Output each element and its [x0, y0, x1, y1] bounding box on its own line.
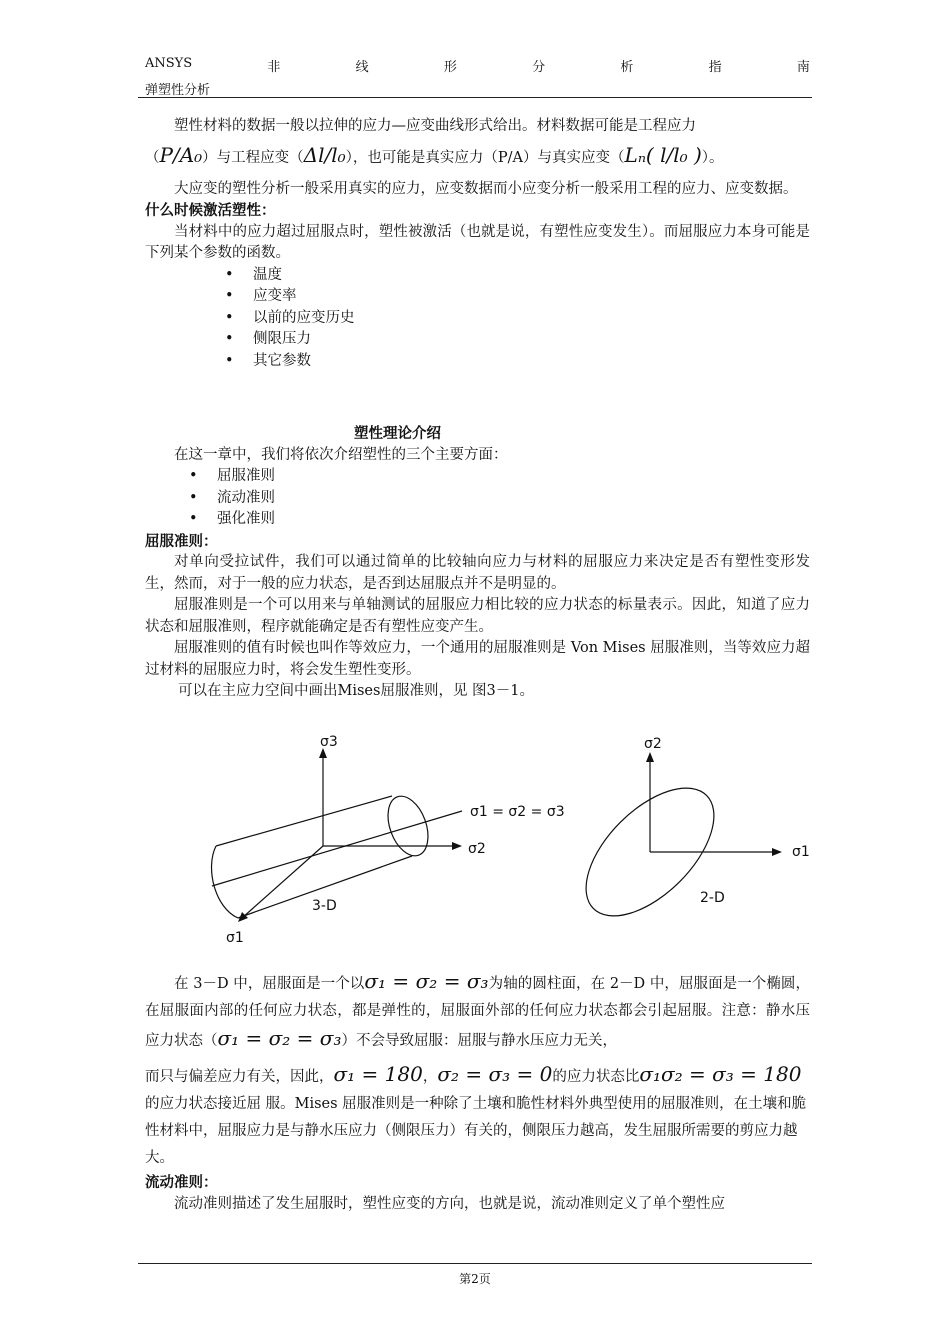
true-strain-formula: Lₙ( l/l₀ ) [624, 142, 702, 167]
yield-paragraph-3: 屈服准则的值有时候也叫作等效应力，一个通用的屈服准则是 Von Mises 屈服准则，当等效应力超过材料的屈服应力时，将会发生塑性变形。 [145, 640, 810, 678]
text-fragment: ）与工程应变（ [202, 149, 304, 166]
header-char: 形 [443, 60, 457, 75]
sigma2-label-left: σ2 [468, 841, 486, 857]
intro-paragraph-2: 大应变的塑性分析一般采用真实的应力，应变数据而小应变分析一般采用工程的应力、应变数据。 [174, 180, 798, 197]
page-number: 第2页 [459, 1272, 491, 1286]
theory-heading: 塑性理论介绍 [354, 425, 441, 442]
cylinder-front-end [380, 791, 435, 862]
text-fragment: ， [422, 1069, 438, 1085]
yield-heading: 屈服准则： [145, 532, 218, 550]
activation-heading: 什么时候激活塑性： [145, 202, 276, 219]
text-fragment: ），也可能是真实应力（P/A）与真实应变（ [345, 149, 625, 166]
engineering-strain-formula: Δl/l₀ [303, 142, 346, 167]
discussion-paragraph-2 [145, 1061, 810, 1172]
sigma1-axis-right-arrow-icon [772, 848, 782, 856]
list-item: • 应变率 [145, 286, 810, 308]
yield-paragraph-1: 对单向受拉试件，我们可以通过简单的比较轴向应力与材料的屈服应力来决定是否有塑性变形发生，然而，对于一般的应力状态，是否到达屈服点并不是明显的。 [145, 554, 810, 592]
hydrostatic-axis-label: σ1 = σ2 = σ3 [470, 804, 565, 820]
yield-paragraph-2: 屈服准则是一个可以用来与单轴测试的屈服应力相比较的应力状态的标量表示。因此，知道了应力状态和屈服准则，程序就能确定是否有塑性应变产生。 [145, 597, 810, 635]
list-item: • 屈服准则 [145, 466, 810, 488]
text-fragment: 而只与偏差应力有关，因此， [145, 1069, 334, 1085]
label-2d: 2-D [700, 890, 725, 906]
list-item: • 以前的应变历史 [145, 308, 810, 330]
intro-paragraph-1: 塑性材料的数据一般以拉伸的应力—应变曲线形式给出。材料数据可能是工程应力 [174, 118, 696, 134]
sigma2-label-right: σ2 [644, 736, 662, 752]
activation-list [145, 265, 810, 373]
text-fragment: 的应力状态接近屈 服。Mises 屈服准则是一种除了土壤和脆性材料外典型使用的屈服准则，在土壤和脆性材料中，屈服应力是与静水压应力（侧限压力）有关的，侧限压力越高，发生屈服所需要的剪应力越大。 [145, 1096, 807, 1166]
text-fragment: ）。 [701, 149, 724, 166]
page-header [145, 56, 810, 98]
theory-section [145, 423, 810, 703]
header-char: 指 [708, 60, 722, 75]
hydrostatic-axis [212, 811, 462, 886]
stress-state-2: σ₂ = σ₃ = 0 [437, 1062, 553, 1086]
yield-paragraph-4: 可以在主应力空间中画出Mises屈服准则，见 图3－1。 [178, 683, 535, 699]
sigma2-axis-right-arrow-icon [646, 752, 654, 762]
activation-paragraph: 当材料中的应力超过屈服点时，塑性被激活（也就是说，有塑性应变发生）。而屈服应力本身可能是下列某个参数的函数。 [145, 223, 810, 261]
header-title [145, 56, 810, 75]
stress-state-1: σ₁ = 180 [333, 1062, 423, 1086]
label-3d: 3-D [312, 898, 337, 914]
sigma2-arrow-icon [452, 842, 462, 850]
intro-formula-line [145, 138, 810, 175]
discussion-paragraph-1 [145, 968, 810, 1055]
hydrostatic-equation: σ₁ = σ₂ = σ₃ [364, 969, 489, 993]
flow-paragraph: 流动准则描述了发生屈服时，塑性应变的方向，也就是说，流动准则定义了单个塑性应 [174, 1195, 725, 1212]
header-subtitle: 弹塑性分析 [145, 83, 211, 98]
header-char: 非 [267, 60, 281, 75]
theory-list [145, 466, 810, 531]
engineering-stress-formula: P/A₀ [159, 142, 203, 167]
hydrostatic-equation-2: σ₁ = σ₂ = σ₃ [217, 1026, 342, 1050]
header-char: ANSYS [145, 56, 193, 71]
text-fragment: （ [145, 149, 160, 166]
theory-paragraph: 在这一章中，我们将依次介绍塑性的三个主要方面： [174, 446, 508, 463]
sigma3-label: σ3 [320, 734, 338, 750]
sigma1-label-right: σ1 [792, 844, 810, 860]
stress-state-3: σ₁σ₂ = σ₃ = 180 [639, 1062, 802, 1086]
cylinder-top-edge [216, 796, 392, 846]
header-char: 线 [355, 60, 369, 75]
list-item: • 侧限压力 [145, 329, 810, 351]
header-char: 分 [532, 60, 546, 75]
yield-discussion [145, 968, 810, 1215]
text-fragment: 为轴的圆柱面，在 2－D 中，屈服面是一个椭圆，在屈服面内部的任何应力状态，都是弹性的，屈服面外部的任何应力状态都会引起屈服。注意：静水压应力状态（ [145, 976, 810, 1049]
header-char: 析 [620, 60, 634, 75]
list-item: • 其它参数 [145, 351, 810, 373]
footer-divider [138, 1263, 812, 1264]
header-char: 南 [796, 60, 810, 75]
text-fragment: 在 3－D 中，屈服面是一个以 [174, 976, 365, 992]
text-fragment: 的应力状态比 [552, 1069, 640, 1085]
list-item: • 流动准则 [145, 488, 810, 510]
text-fragment: ）不会导致屈服：屈服与静水压应力无关， [341, 1033, 617, 1049]
mises-yield-surface-figure [200, 728, 820, 958]
sigma1-label-left: σ1 [226, 930, 244, 946]
intro-section [145, 116, 810, 372]
list-item: • 强化准则 [145, 509, 810, 531]
flow-heading: 流动准则： [145, 1174, 218, 1191]
header-divider [138, 97, 812, 98]
list-item: • 温度 [145, 265, 810, 287]
